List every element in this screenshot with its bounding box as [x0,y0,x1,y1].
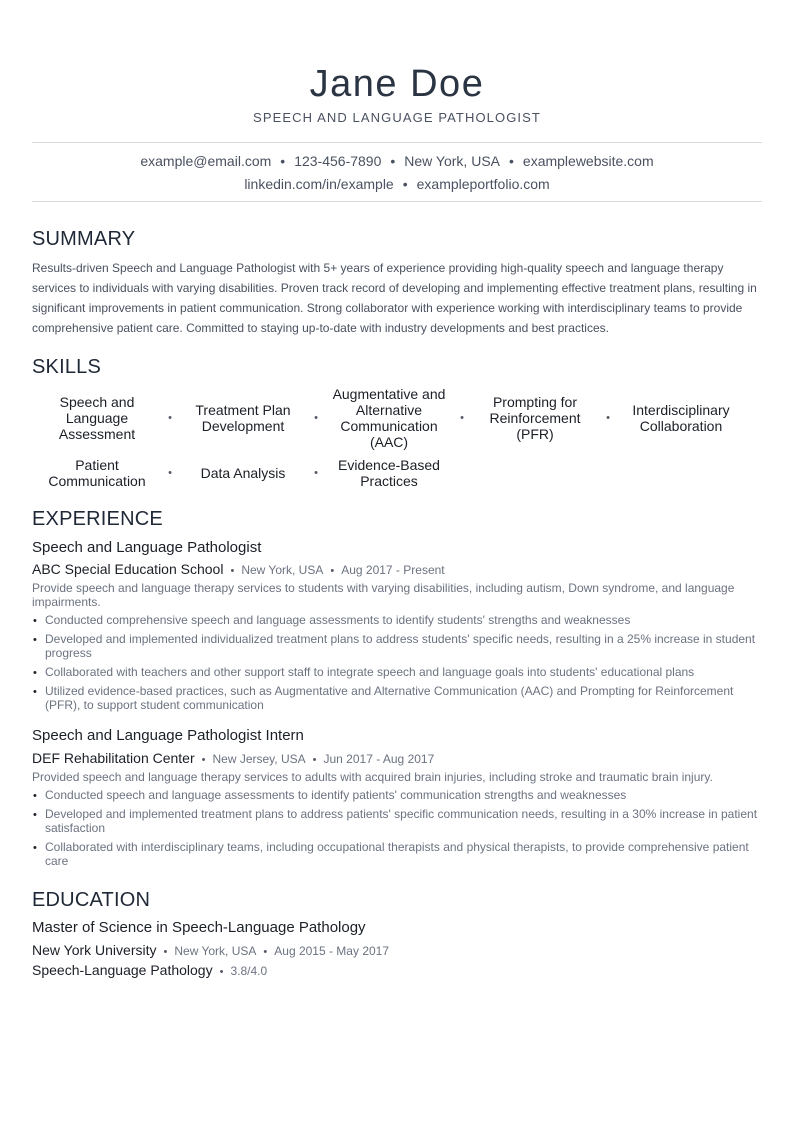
list-item: • Developed and implemented treatment plans to address patients' specific communication needs, resulting in a 30% increase in patient satisfaction [32,807,762,835]
gpa: 3.8/4.0 [230,964,268,978]
field-of-study: Speech-Language Pathology [32,962,213,978]
job-title: Speech and Language Pathologist Intern [32,727,304,744]
job-bullets [32,788,762,873]
separator-dot: • [509,153,514,169]
degree-title: Master of Science in Speech-Language Pathology [32,919,366,936]
list-item: • Conducted speech and language assessments to identify patients' communication strengths and weaknesses [32,788,762,802]
job-meta [32,560,445,580]
separator-dot: • [390,153,396,169]
skills-heading: SKILLS [32,356,102,378]
skill-item: Prompting for Reinforcement (PFR) [489,394,581,442]
list-item: • Collaborated with interdisciplinary teams, including occupational therapists and physical therapists, to provide comprehensive patient care [32,840,762,868]
separator-dot: • [402,176,408,192]
separator-dot: • [230,565,235,577]
list-item: • Conducted comprehensive speech and language assessments to identify students' strengths and weaknesses [32,613,762,627]
separator-dot: • [312,754,317,766]
job-company: DEF Rehabilitation Center [32,750,195,766]
contact-line-2 [32,175,762,193]
list-item: • Utilized evidence-based practices, such as Augmentative and Alternative Communication (AAC) and Prompting for Reinforcement (PFR), to support student communication [32,684,762,712]
separator-dot: • [330,565,335,577]
contact-line-1 [32,152,762,170]
job-dates: Aug 2017 - Present [341,563,445,577]
school-name: New York University [32,942,157,958]
job-location: New York, USA [241,563,324,577]
contact-website[interactable]: examplewebsite.com [522,153,654,169]
list-item: • Developed and implemented individualized treatment plans to address students' specific needs, resulting in a 25% increase in student progress [32,632,762,660]
job-meta [32,749,434,769]
job-dates: Jun 2017 - Aug 2017 [323,752,435,766]
contact-email[interactable]: example@email.com [140,153,272,169]
school-location: New York, USA [174,944,257,958]
separator-dot: • [263,946,268,958]
list-item: • Collaborated with teachers and other support staff to integrate speech and language goals into students' educational plans [32,665,762,679]
contact-portfolio[interactable]: exampleportfolio.com [416,176,550,192]
separator-dot: • [201,754,206,766]
job-bullets [32,613,762,717]
separator-dot: • [163,946,168,958]
skill-item: Patient Communication [48,457,146,489]
education-dates: Aug 2015 - May 2017 [274,944,390,958]
skills-row [32,386,762,450]
job-description: Provide speech and language therapy services to students with varying disabilities, including autism, Down syndrome, and language impairments. [32,581,735,609]
separator-dot: • [280,153,286,169]
summary-text: Results-driven Speech and Language Pathologist with 5+ years of experience providing high-quality speech and language therapy services to individuals with varying disabilities. Proven track record of developing and implementing effective treatment plans, resulting in significant improvements in patient communication. Strong collaborator with experience working with interdisciplinary teams to provide comprehensive patient care. Committed to staying up-to-date with industry developments and best practices. [32,261,757,335]
skills-row [32,454,762,492]
candidate-title: SPEECH AND LANGUAGE PATHOLOGIST [253,110,541,125]
education-heading: EDUCATION [32,889,151,911]
skill-item: Augmentative and Alternative Communication (AAC) [332,386,446,450]
education-field-line [32,961,267,981]
contact-location: New York, USA [404,153,500,169]
separator-dot: • [168,467,172,479]
skill-item: Speech and Language Assessment [58,394,136,442]
skill-item: Treatment Plan Development [195,402,291,434]
candidate-name: Jane Doe [309,63,485,105]
separator-dot: • [219,966,224,978]
header-divider-bottom [32,201,762,202]
separator-dot: • [460,412,464,424]
header-divider-top [32,142,762,143]
job-title: Speech and Language Pathologist [32,539,262,556]
job-location: New Jersey, USA [212,752,306,766]
skill-item: Data Analysis [200,465,286,481]
skill-item: Interdisciplinary Collaboration [632,402,730,434]
job-company: ABC Special Education School [32,561,224,577]
skills-grid [32,386,762,492]
contact-linkedin[interactable]: linkedin.com/in/example [244,176,394,192]
skill-item: Evidence-Based Practices [338,457,440,489]
education-meta [32,941,389,961]
contact-phone: 123-456-7890 [294,153,382,169]
separator-dot: • [606,412,610,424]
summary-heading: SUMMARY [32,228,136,250]
separator-dot: • [314,412,318,424]
separator-dot: • [314,467,318,479]
job-description: Provided speech and language therapy services to adults with acquired brain injuries, including stroke and traumatic brain injury. [32,770,713,784]
separator-dot: • [168,412,172,424]
experience-heading: EXPERIENCE [32,508,163,530]
